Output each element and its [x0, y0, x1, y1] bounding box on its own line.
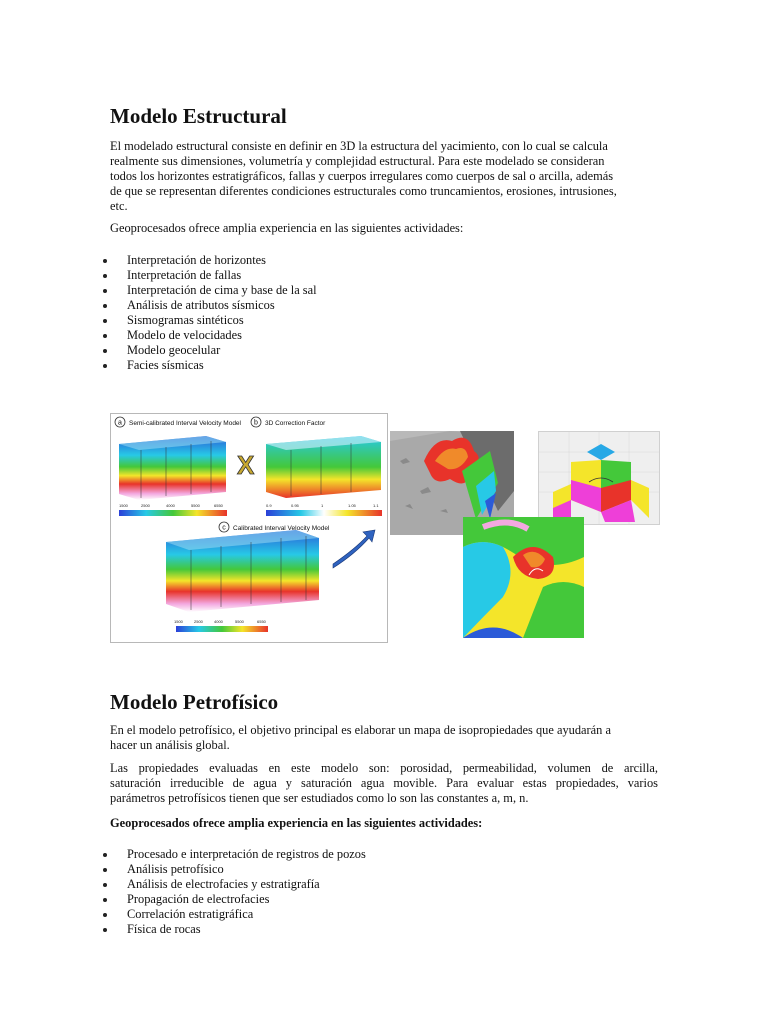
panel-b-colorbar — [266, 510, 382, 516]
activity-list-petrofisico — [110, 847, 658, 937]
list-item: Análisis de electrofacies y estratigrafía — [110, 877, 658, 892]
text-line: realmente sus dimensiones, volumetría y complejidad estructural. Para este modelado se consideran — [110, 154, 605, 168]
panel-b-title: 3D Correction Factor — [265, 420, 326, 427]
section-title-estructural: Modelo Estructural — [110, 104, 287, 128]
scale-tick: 0.95 — [291, 503, 299, 508]
paragraph-petrofisico-intro — [110, 723, 658, 753]
scale-tick: 4000 — [166, 503, 175, 508]
text-line: todos los horizontes estratigráficos, fallas y cuerpos irregulares como cuerpos de sal o arcilla, además — [110, 169, 614, 183]
text-line: de que se representan diferentes condiciones estructurales como truncamientos, erosiones, intrusiones, — [110, 184, 617, 198]
arrow-icon — [333, 530, 375, 568]
text-line: Las propiedades evaluadas en este modelo son: porosidad, permeabilidad, volumen de arcilla, — [110, 761, 658, 775]
text-line: El modelado estructural consiste en definir en 3D la estructura del yacimiento, con lo cual se calcula — [110, 139, 608, 153]
panel-a-title: Semi-calibrated Interval Velocity Model — [129, 420, 241, 427]
scale-tick: 2500 — [194, 619, 203, 624]
scale-tick: 5500 — [235, 619, 244, 624]
list-item: Modelo de velocidades — [110, 328, 658, 343]
panel-c-title: Calibrated Interval Velocity Model — [233, 525, 330, 532]
text-line: hacer un análisis global. — [110, 738, 230, 752]
list-item: Correlación estratigráfica — [110, 907, 658, 922]
scale-tick: 6550 — [214, 503, 223, 508]
list-item: Modelo geocelular — [110, 343, 658, 358]
relief-surface-image — [463, 517, 584, 638]
text-line: En el modelo petrofísico, el objetivo principal es elaborar un mapa de isopropiedades que ayudarán a — [110, 723, 611, 737]
scale-tick: 1 — [321, 503, 324, 508]
velocity-model-figure — [110, 413, 388, 643]
panel-a-volume — [119, 436, 226, 500]
panel-b-label: b — [254, 419, 258, 427]
scale-tick: 6550 — [257, 619, 266, 624]
activity-list-estructural — [110, 253, 658, 373]
paragraph-estructural-experience: Geoprocesados ofrece amplia experiencia en las siguientes actividades: — [110, 221, 464, 235]
relief-surface-graphic — [463, 517, 584, 638]
list-item: Análisis petrofísico — [110, 862, 658, 877]
panel-c-volume — [166, 530, 319, 612]
scale-tick: 0.9 — [266, 503, 272, 508]
salt-body-image — [538, 431, 660, 525]
multiply-symbol: X — [237, 450, 255, 480]
list-item: Propagación de electrofacies — [110, 892, 658, 907]
salt-body-graphic — [539, 432, 659, 524]
list-item: Análisis de atributos sísmicos — [110, 298, 658, 313]
scale-tick: 2500 — [141, 503, 150, 508]
scale-tick: 1.05 — [348, 503, 356, 508]
velocity-model-graphic — [111, 414, 387, 642]
paragraph-petrofisico-properties — [110, 761, 658, 806]
list-item: Facies sísmicas — [110, 358, 658, 373]
panel-c-colorbar — [176, 626, 268, 632]
text-line: etc. — [110, 199, 128, 213]
text-line: saturación irreducible de agua y saturación agua movible. Para evaluar estas propiedades, varios — [110, 776, 658, 790]
panel-c-label: c — [222, 524, 226, 532]
list-item: Sismogramas sintéticos — [110, 313, 658, 328]
panel-a-colorbar — [119, 510, 227, 516]
panel-a-label: a — [118, 419, 122, 427]
list-item: Interpretación de cima y base de la sal — [110, 283, 658, 298]
panel-b-volume — [266, 436, 381, 498]
list-item: Interpretación de horizontes — [110, 253, 658, 268]
paragraph-estructural-intro — [110, 139, 658, 214]
list-item: Física de rocas — [110, 922, 658, 937]
scale-tick: 5500 — [191, 503, 200, 508]
list-item: Interpretación de fallas — [110, 268, 658, 283]
list-item: Procesado e interpretación de registros de pozos — [110, 847, 658, 862]
scale-tick: 4000 — [214, 619, 223, 624]
scale-tick: 1500 — [174, 619, 183, 624]
text-line: parámetros petrofísicos tienen que ser estudiados como lo son las constantes a, m, n. — [110, 791, 529, 805]
scale-tick: 1.1 — [373, 503, 379, 508]
scale-tick: 1500 — [119, 503, 128, 508]
paragraph-petrofisico-experience: Geoprocesados ofrece amplia experiencia en las siguientes actividades: — [110, 816, 483, 830]
section-title-petrofisico: Modelo Petrofísico — [110, 690, 279, 714]
